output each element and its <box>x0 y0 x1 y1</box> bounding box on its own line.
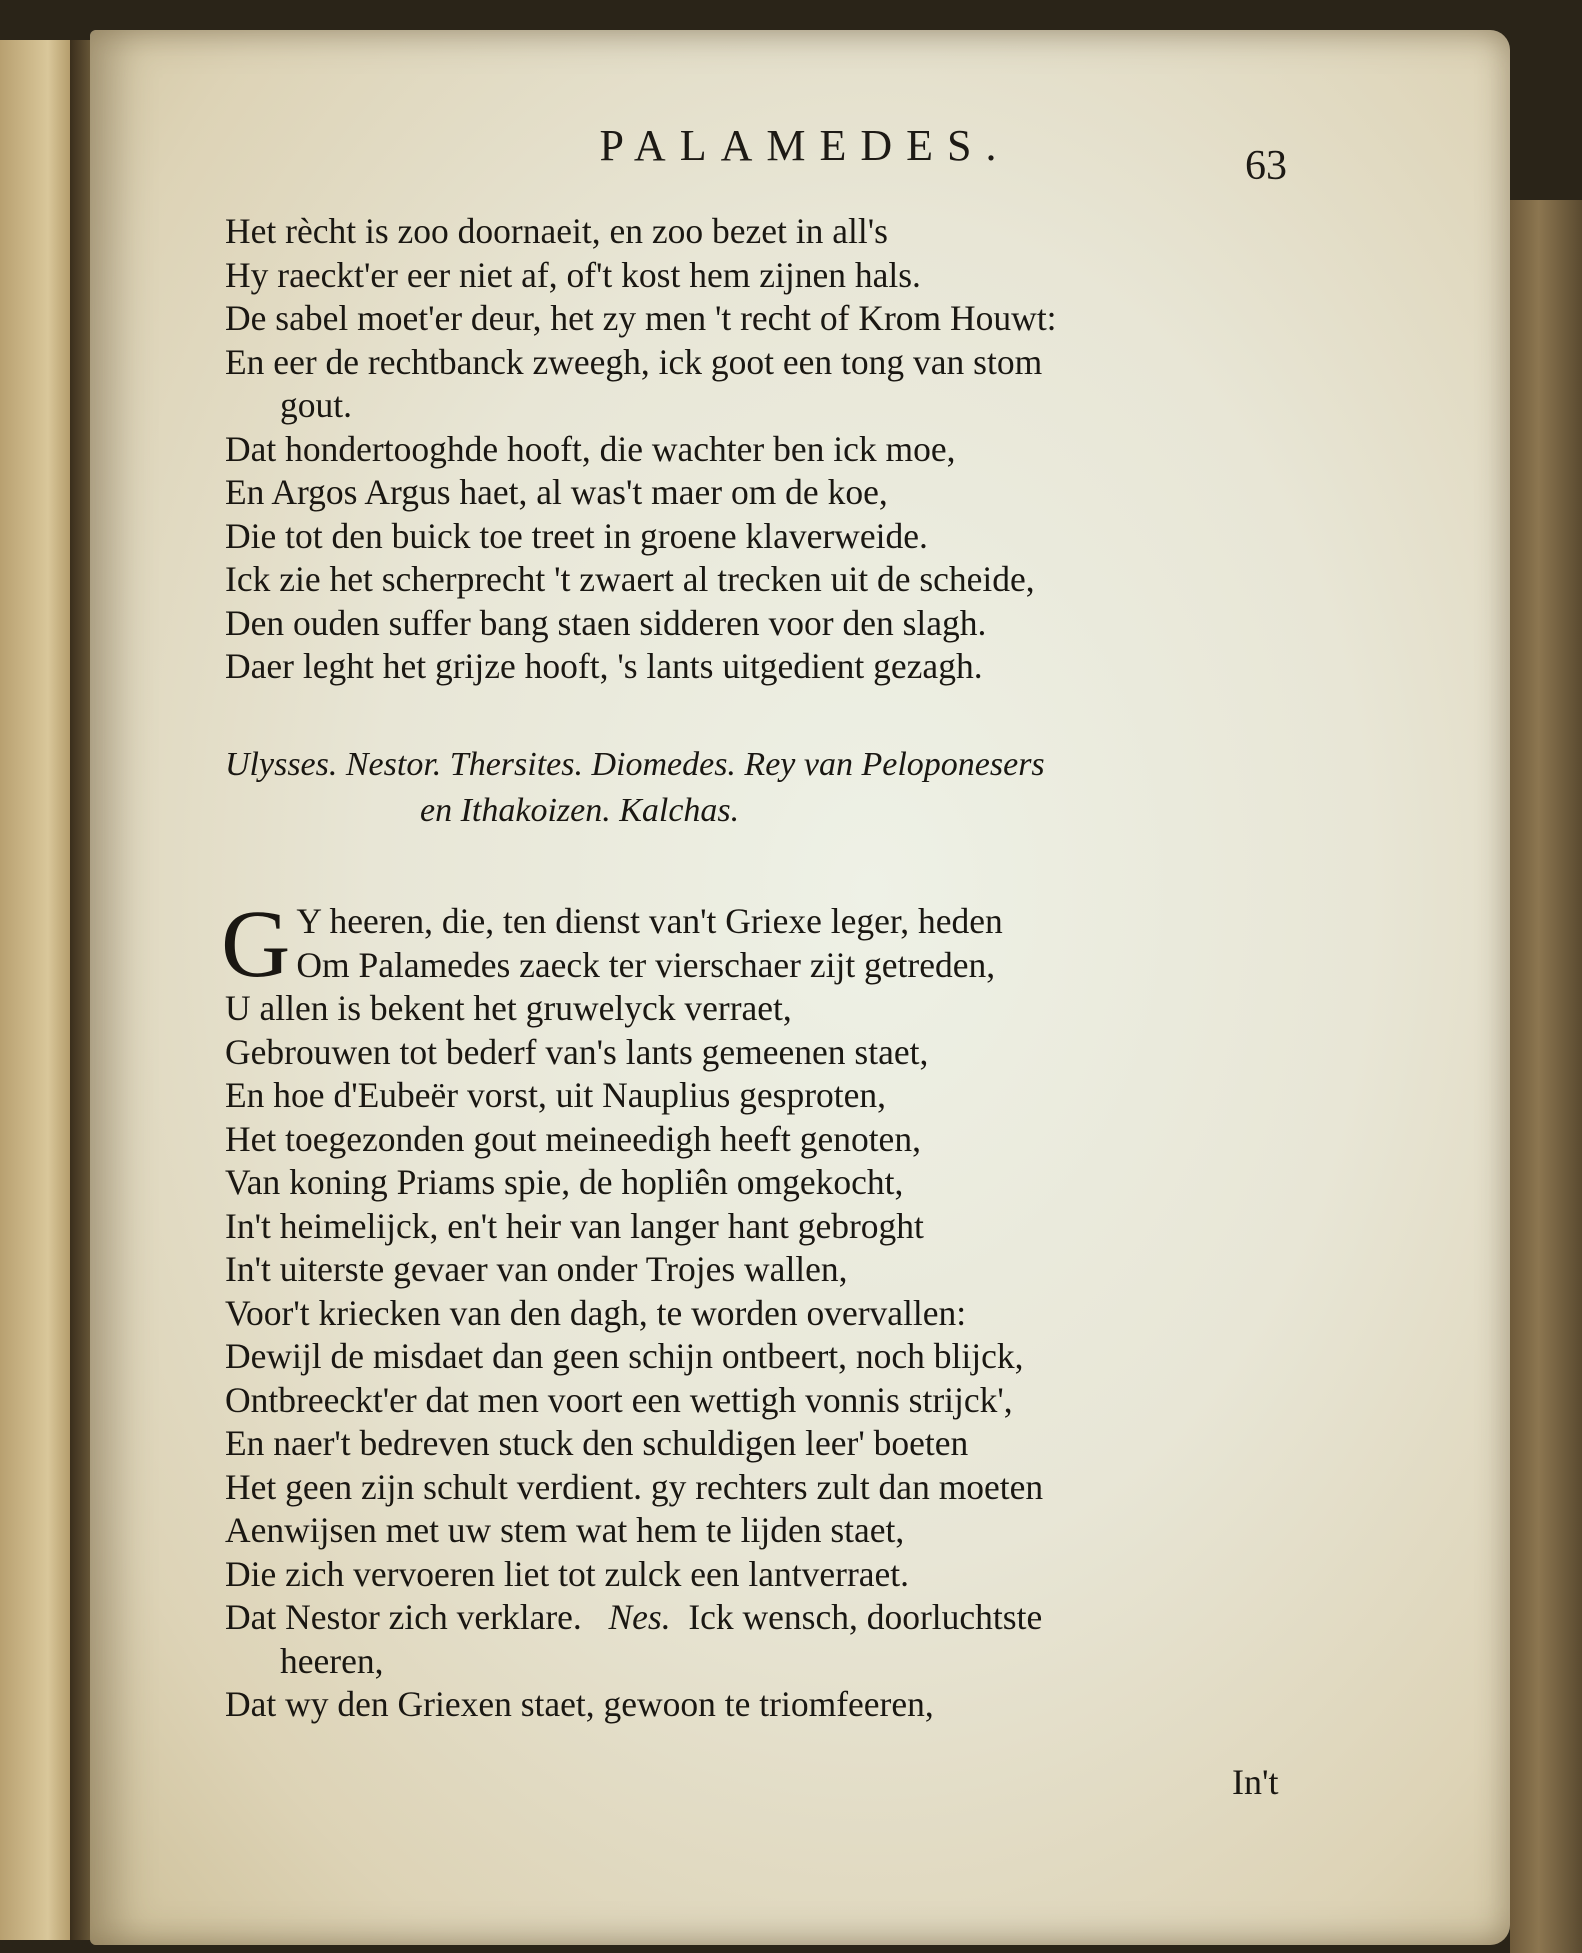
verse-line: Die zich vervoeren liet tot zulck een lantverraet. <box>225 1553 910 1594</box>
book-page <box>90 30 1510 1945</box>
verse-line: Den ouden suffer bang staen sidderen voor den slagh. <box>225 602 987 643</box>
verse-line: Om Palamedes zaeck ter vierschaer zijt getreden, <box>296 944 996 985</box>
verse-block-top <box>225 210 1505 689</box>
catchword: In't <box>1232 1762 1279 1802</box>
scene-heading-line-2: en Ithakoizen. Kalchas. <box>420 792 740 829</box>
left-page-edge <box>0 40 80 1940</box>
verse-line: Het geen zijn schult verdient. gy rechters zult dan moeten <box>225 1466 1044 1507</box>
verse-line: De sabel moet'er deur, het zy men 't recht of Krom Houwt: <box>225 298 1057 338</box>
verse-line: In't uiterste gevaer van onder Trojes wallen, <box>225 1249 848 1289</box>
verse-line: Ontbreeckt'er dat men voort een wettigh vonnis strijck', <box>225 1379 1013 1420</box>
verse-line-continuation: heeren, <box>280 1640 384 1681</box>
book-cover-edge <box>1510 200 1582 1953</box>
scene-heading-line-1: Ulysses. Nestor. Thersites. Diomedes. Rey van Peloponesers <box>225 746 1045 783</box>
verse-line: En naer't bedreven stuck den schuldigen leer' boeten <box>225 1423 969 1463</box>
verse-line: Ick zie het scherprecht 't zwaert al trecken uit de scheide, <box>225 559 1035 599</box>
verse-line: Dat hondertooghde hooft, die wachter ben ick moe, <box>225 428 956 469</box>
verse-line: In't heimelijck, en't heir van langer hant gebroght <box>225 1205 924 1246</box>
verse-line: U allen is bekent het gruwelyck verraet, <box>225 988 792 1028</box>
verse-line: Het toegezonden gout meineedigh heeft genoten, <box>225 1118 921 1159</box>
speaker-label: Nes. <box>608 1597 671 1637</box>
verse-line-nestor <box>225 1596 1505 1640</box>
running-head: PALAMEDES. <box>599 121 1011 170</box>
verse-line: Hy raeckt'er eer niet af, of't kost hem zijnen hals. <box>225 254 921 295</box>
verse-line: Daer leght het grijze hooft, 's lants uitgedient gezagh. <box>225 646 983 686</box>
verse-line: Van koning Priams spie, de hopliên omgekocht, <box>225 1162 904 1202</box>
verse-text: Ick wensch, doorluchtste <box>688 1597 1043 1637</box>
verse-block-bottom <box>221 890 1505 1727</box>
verse-line: Die tot den buick toe treet in groene klaverweide. <box>225 515 928 556</box>
verse-line: Y heeren, die, ten dienst van't Griexe leger, heden <box>296 901 1003 941</box>
page-number: 63 <box>1245 143 1287 189</box>
verse-line: Het rècht is zoo doornaeit, en zoo bezet in all's <box>225 211 888 251</box>
verse-line: Dat wy den Griexen staet, gewoon te triomfeeren, <box>225 1684 934 1724</box>
verse-line: Aenwijsen met uw stem wat hem te lijden staet, <box>225 1510 905 1550</box>
verse-line: Gebrouwen tot bederf van's lants gemeenen staet, <box>225 1031 929 1072</box>
verse-line: Voor't kriecken van den dagh, te worden overvallen: <box>225 1292 967 1333</box>
verse-line: En eer de rechtbanck zweegh, ick goot een tong van stom <box>225 341 1043 382</box>
scene-heading <box>225 742 1345 834</box>
verse-line: En Argos Argus haet, al was't maer om de koe, <box>225 472 888 512</box>
verse-line: En hoe d'Eubeër vorst, uit Nauplius gesproten, <box>225 1075 887 1115</box>
verse-line-continuation: gout. <box>280 385 352 425</box>
verse-line: Dewijl de misdaet dan geen schijn ontbeert, noch blijck, <box>225 1336 1024 1376</box>
verse-text: Dat Nestor zich verklare. <box>225 1597 582 1637</box>
drop-cap: G <box>221 890 291 997</box>
